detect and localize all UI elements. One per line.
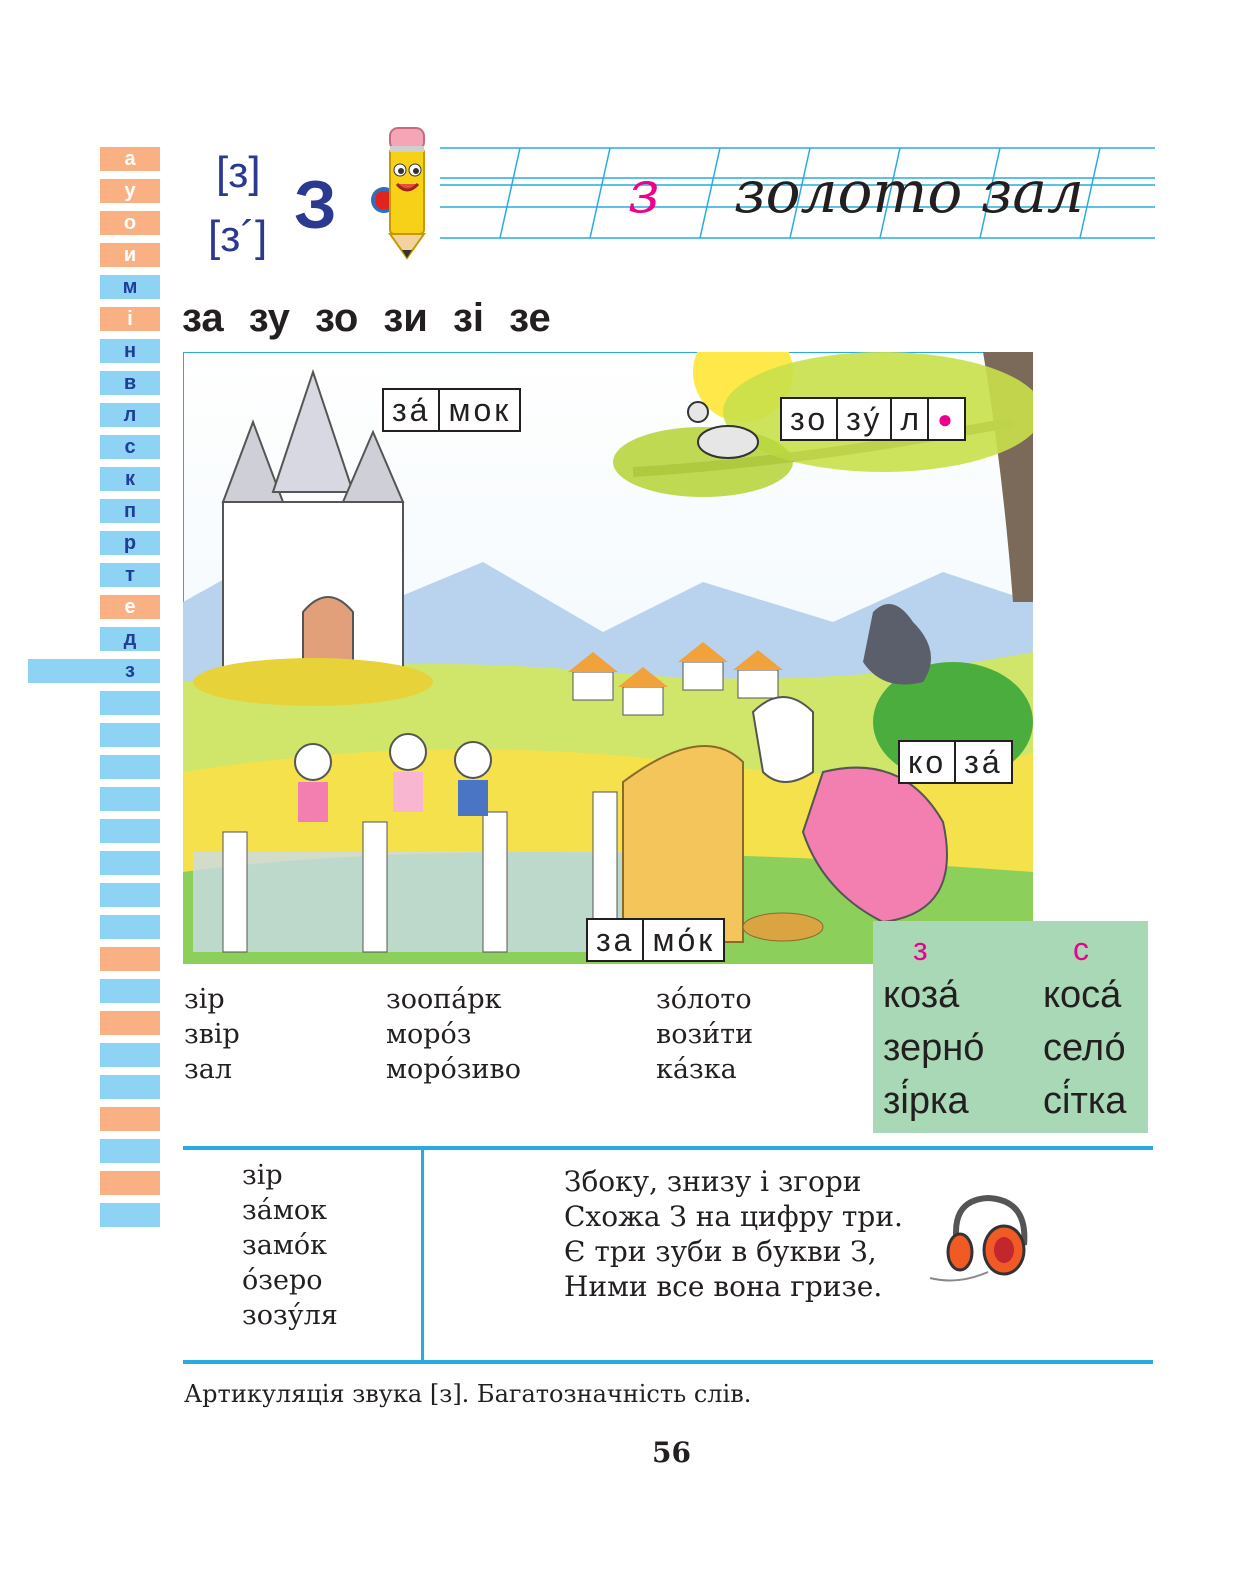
- strip-letter: [100, 851, 160, 875]
- divider-top: [183, 1146, 1153, 1150]
- fairytale-illustration: [183, 352, 1033, 964]
- poem-line: Збоку, знизу і згори: [564, 1165, 862, 1198]
- strip-letter: [100, 819, 160, 843]
- z-s-comparison-box: [873, 921, 1148, 1133]
- strip-letter: [100, 691, 160, 715]
- word-column-1: [184, 982, 240, 1087]
- divider-bottom: [183, 1360, 1153, 1364]
- sound-soft: [з´]: [208, 212, 268, 261]
- strip-letter: в: [100, 371, 160, 395]
- word: моро́з: [386, 1019, 472, 1050]
- strip-letter: [100, 755, 160, 779]
- card-part: [890, 399, 927, 439]
- word: за́мок: [242, 1195, 327, 1226]
- strip-letter: а: [100, 147, 160, 171]
- strip-letter: е: [100, 595, 160, 619]
- word: зерно́: [883, 1027, 985, 1069]
- word: зоопа́рк: [386, 984, 502, 1015]
- strip-letter: п: [100, 499, 160, 523]
- card-part: за́: [954, 742, 1010, 782]
- strip-letter: [100, 947, 160, 971]
- syllables-row: за зу зо зи зі зе: [182, 296, 551, 340]
- alphabet-strip: [100, 147, 160, 1235]
- strip-letter: [100, 915, 160, 939]
- strip-letter: і: [100, 307, 160, 331]
- z-heading: з: [913, 931, 928, 967]
- strip-letter: л: [100, 403, 160, 427]
- strip-letter-label: з: [125, 660, 135, 682]
- poem: [564, 1164, 903, 1304]
- card-part: мок: [438, 390, 519, 430]
- strip-letter: у: [100, 179, 160, 203]
- strip-letter: н: [100, 339, 160, 363]
- script-words: золото зал: [734, 158, 1084, 226]
- word: вози́ти: [656, 1019, 754, 1050]
- word: коза́: [883, 974, 960, 1016]
- word: о́зеро: [242, 1265, 323, 1296]
- divider-vertical: [421, 1148, 424, 1363]
- strip-letter: т: [100, 563, 160, 587]
- headphones-icon: [928, 1190, 1038, 1290]
- card-zamok-castle: [382, 388, 521, 432]
- word: зозу́ля: [242, 1300, 338, 1331]
- strip-letter: [100, 1139, 160, 1163]
- word: сі́тка: [1043, 1080, 1127, 1122]
- word-column-3: [656, 982, 753, 1087]
- strip-letter: [100, 723, 160, 747]
- sound-hard: [з]: [216, 148, 261, 197]
- word: звір: [184, 1019, 240, 1050]
- word: моро́зиво: [386, 1054, 521, 1085]
- card-zamok-lock: [586, 918, 725, 962]
- strip-letter: [100, 1043, 160, 1067]
- strip-letter-active: [28, 659, 160, 683]
- strip-letter: [100, 979, 160, 1003]
- strip-letter: [100, 1011, 160, 1035]
- strip-letter: [100, 1075, 160, 1099]
- poem-line: Схожа З на цифру три.: [564, 1200, 903, 1233]
- strip-letter: [100, 1203, 160, 1227]
- card-part: зу́: [836, 399, 890, 439]
- card-part: за́: [392, 392, 431, 428]
- word: зо́лото: [656, 984, 752, 1015]
- strip-letter: [100, 1107, 160, 1131]
- card-part: л: [900, 401, 920, 437]
- strip-letter: с: [100, 435, 160, 459]
- card-zozulya: [780, 397, 966, 441]
- bottom-word-list: [242, 1158, 338, 1333]
- strip-letter: о: [100, 211, 160, 235]
- word: замо́к: [242, 1230, 327, 1261]
- strip-letter: к: [100, 467, 160, 491]
- script-letter: з: [628, 158, 660, 226]
- card-koza: [898, 740, 1013, 784]
- strip-letter: м: [100, 275, 160, 299]
- strip-letter: д: [100, 627, 160, 651]
- poem-line: Є три зуби в букви З,: [564, 1235, 877, 1268]
- strip-letter: [100, 883, 160, 907]
- page-number: 56: [652, 1436, 691, 1469]
- word-column-2: [386, 982, 521, 1087]
- word: ка́зка: [656, 1054, 737, 1085]
- big-letter: З: [294, 167, 337, 243]
- strip-letter: и: [100, 243, 160, 267]
- word: коса́: [1043, 974, 1122, 1016]
- s-heading: с: [1073, 931, 1089, 967]
- z-column: [883, 929, 984, 1128]
- footer-note: Артикуляція звука [з]. Багатозначність слів.: [184, 1380, 752, 1408]
- word: зір: [242, 1160, 283, 1191]
- word: зі́рка: [883, 1080, 969, 1122]
- card-part: за: [596, 922, 635, 958]
- strip-letter: [100, 1171, 160, 1195]
- card-part: ко: [908, 744, 947, 780]
- pencil-mascot-icon: [370, 122, 440, 262]
- card-part: зо: [790, 401, 829, 437]
- strip-letter: р: [100, 531, 160, 555]
- blank-slot-dot: ●: [927, 399, 964, 439]
- word: село́: [1043, 1027, 1126, 1069]
- card-part: мо́к: [642, 920, 723, 960]
- poem-line: Ними все вона гризе.: [564, 1270, 883, 1303]
- strip-letter: [100, 787, 160, 811]
- word: зал: [184, 1054, 232, 1085]
- s-column: [1043, 929, 1126, 1128]
- word: зір: [184, 984, 225, 1015]
